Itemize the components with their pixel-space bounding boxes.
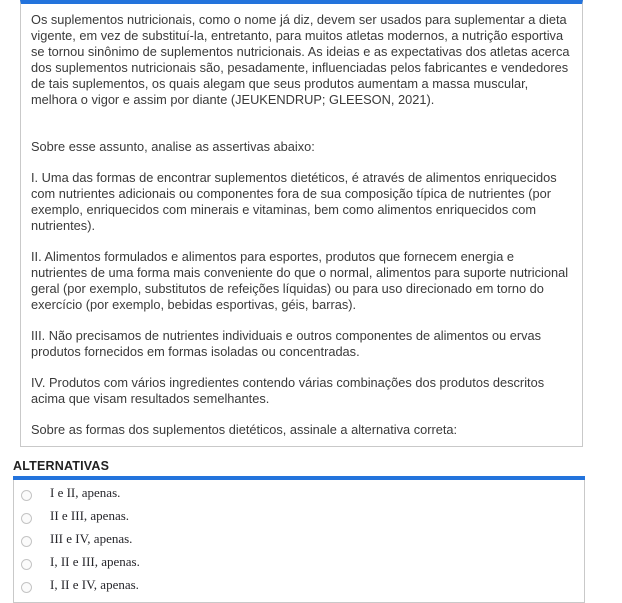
question-closing-text: Sobre as formas dos suplementos dietéticos, assinale a alternativa correta: [31,422,458,437]
radio-button-icon[interactable] [21,490,32,501]
assertion-1: I. Uma das formas de encontrar suplementos dietéticos, é através de alimentos enriquecidos com nutrientes adicionais ou componentes fora de sua composição típica de nutrientes (por exemplo, enriquecidos com minerais e vitaminas, bem como alimentos enriquecidos com nutrientes). [31,170,557,233]
assertion-3: III. Não precisamos de nutrientes individuais e outros componentes de alimentos ou ervas produtos fornecidos em formas isoladas ou concentradas. [31,328,542,359]
options-box [13,480,585,603]
question-intro-text: Os suplementos nutricionais, como o nome já diz, devem ser usados para suplementar a dieta vigente, em vez de substituí-la, entretanto, para muitos atletas modernos, a nutrição esportiva se tornou sinônimo de suplementos nutricionais. As ideias e as expectativas dos atletas acerca dos suplementos nutricionais são, pesadamente, influenciadas pelos fabricantes e vendedores de tais suplementos, os quais alegam que seus produtos aumentam a massa muscular, melhora o vigor e assim por diante (JEUKENDRUP; GLEESON, 2021). [31,12,570,107]
option-label[interactable]: I, II e IV, apenas. [50,577,139,592]
question-prompt-text: Sobre esse assunto, analise as assertivas abaixo: [31,139,315,154]
assertion-2: II. Alimentos formulados e alimentos para esportes, produtos que fornecem energia e nutrientes de uma forma mais conveniente do que o normal, alimentos para suporte nutricional geral (por exemplo, substitutos de refeições líquidas) ou para uso direcionado em torno do exercício (por exemplo, bebidas esportivas, géis, barras). [31,249,569,312]
radio-button-icon[interactable] [21,513,32,524]
assertion-4: IV. Produtos com vários ingredientes contendo várias combinações dos produtos descritos acima que visam resultados semelhantes. [31,375,545,406]
option-row-4[interactable] [14,552,584,575]
option-label[interactable]: I, II e III, apenas. [50,554,140,569]
question-card [20,0,583,447]
option-label[interactable]: II e III, apenas. [50,508,130,523]
option-label[interactable]: I e II, apenas. [50,485,121,500]
alternatives-header: ALTERNATIVAS [13,459,110,473]
option-row-5[interactable] [14,575,584,598]
option-row-2[interactable] [14,506,584,529]
radio-button-icon[interactable] [21,559,32,570]
radio-button-icon[interactable] [21,582,32,593]
radio-button-icon[interactable] [21,536,32,547]
option-label[interactable]: III e IV, apenas. [50,531,133,546]
option-row-3[interactable] [14,529,584,552]
alternatives-section [13,459,585,603]
option-row-1[interactable] [14,483,584,506]
